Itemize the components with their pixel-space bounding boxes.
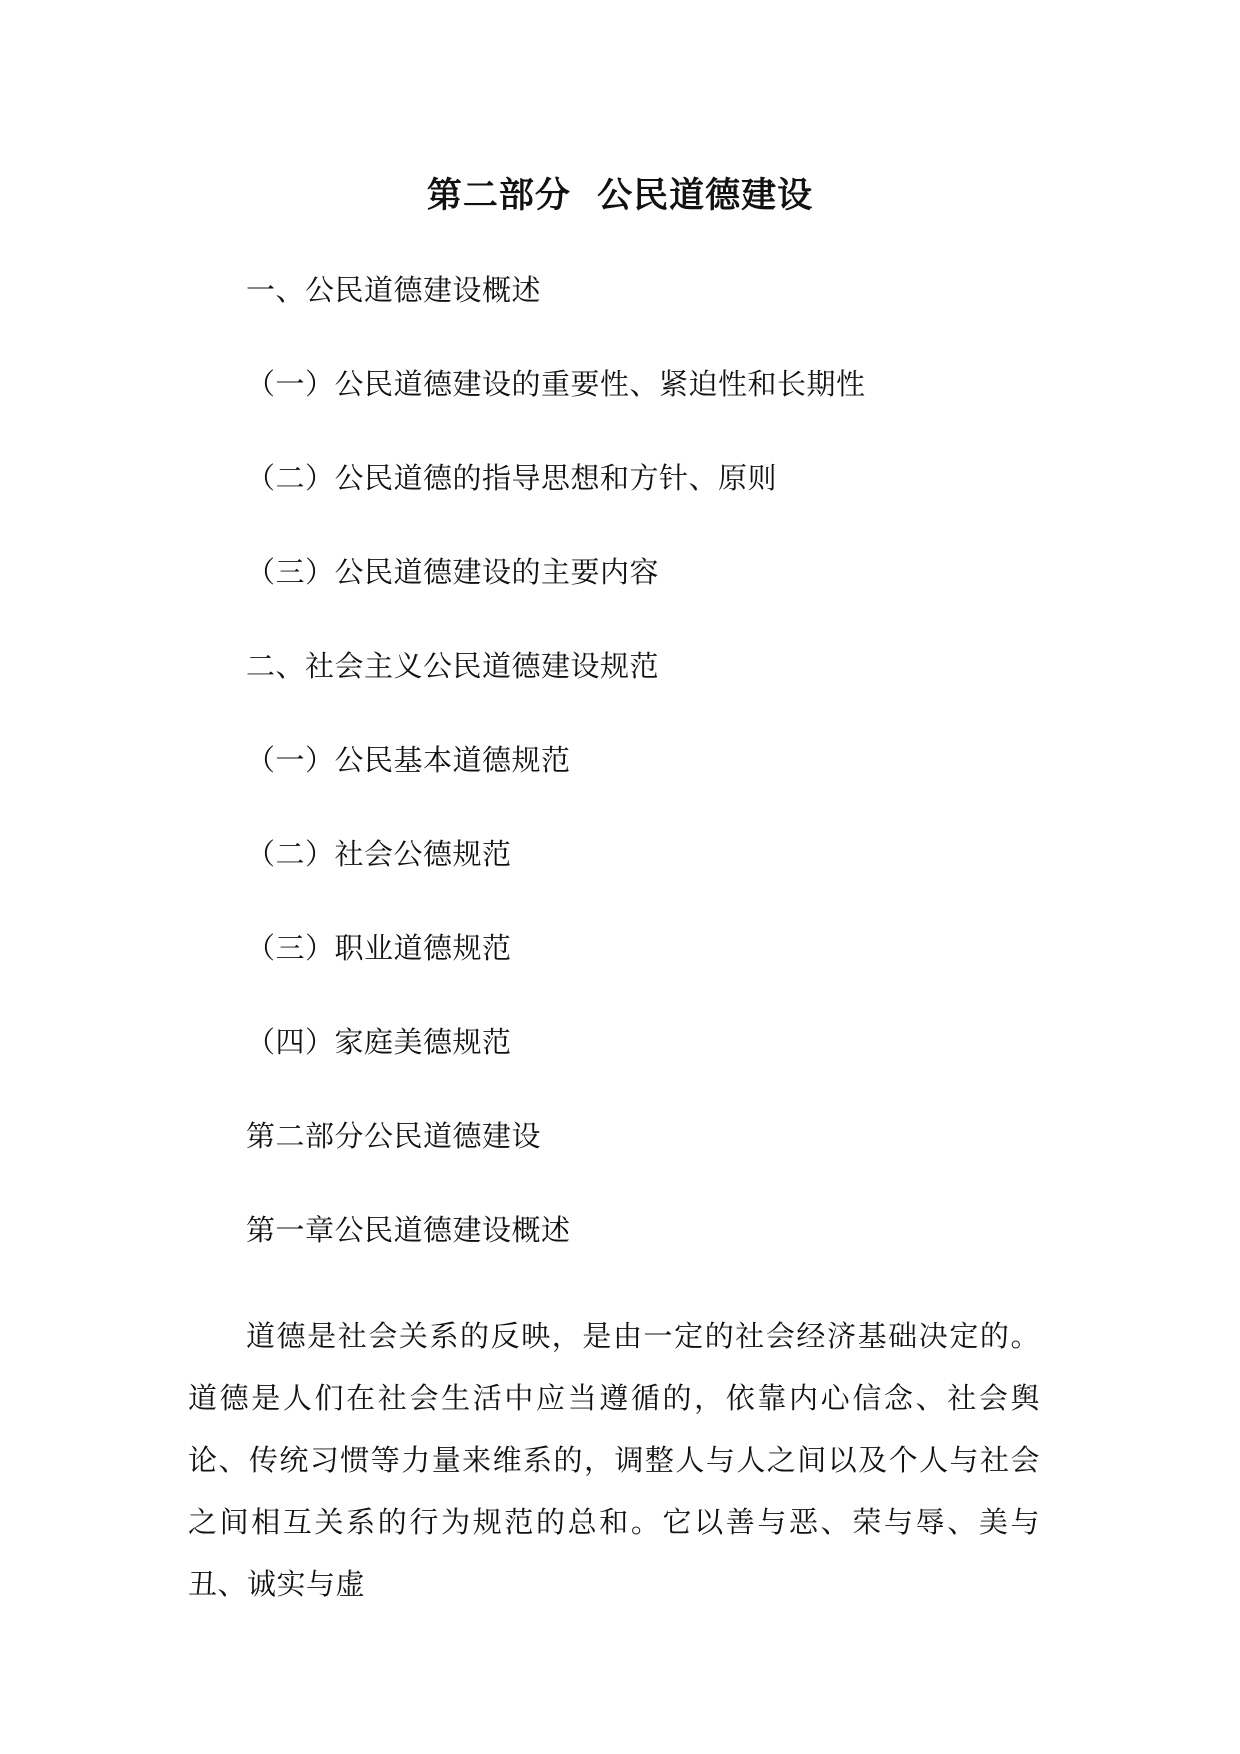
body-paragraph: 道德是社会关系的反映，是由一定的社会经济基础决定的。道德是人们在社会生活中应当遵循的，依靠内心信念、社会舆论、传统习惯等力量来维系的，调整人与人之间以及个人与社会之间相互关系的行为规范的总和。它以善与恶、荣与辱、美与丑、诚实与虚 — [188, 1319, 1040, 1601]
outline-item: （二）社会公德规范 — [246, 837, 512, 871]
outline-item: （二）公民道德的指导思想和方针、原则 — [246, 461, 778, 495]
outline-item: （三）职业道德规范 — [246, 931, 512, 965]
outline-item: （一）公民基本道德规范 — [246, 743, 571, 777]
outline-item: （一）公民道德建设的重要性、紧迫性和长期性 — [246, 367, 866, 401]
outline-item: 二、社会主义公民道德建设规范 — [246, 649, 660, 683]
outline-item: 一、公民道德建设概述 — [246, 273, 542, 307]
page-title: 第二部分 公民道德建设 — [426, 176, 814, 216]
outline-item: （四）家庭美德规范 — [246, 1025, 512, 1059]
section-heading: 第二部分公民道德建设 — [246, 1119, 542, 1153]
outline-item: （三）公民道德建设的主要内容 — [246, 555, 660, 589]
chapter-heading: 第一章公民道德建设概述 — [246, 1213, 571, 1247]
